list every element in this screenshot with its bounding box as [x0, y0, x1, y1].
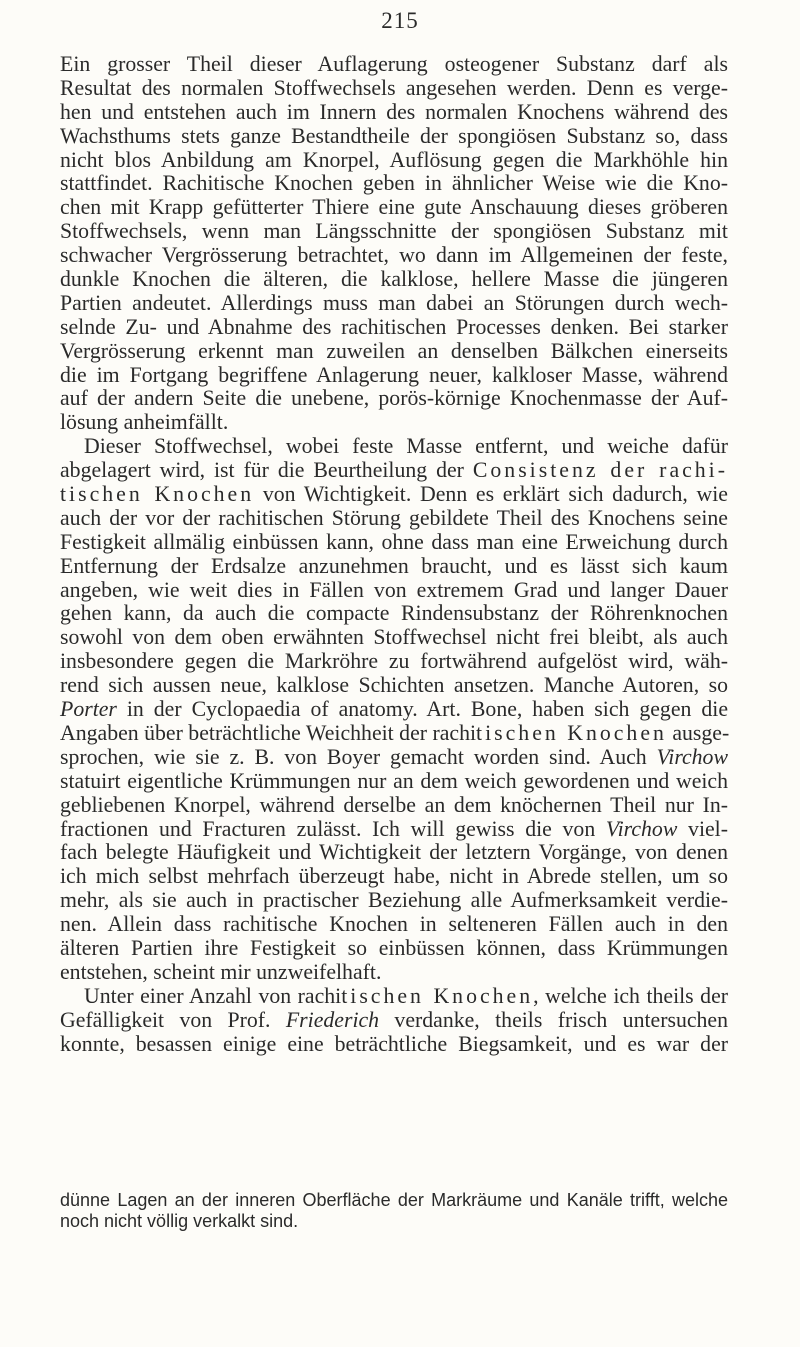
text-line: sowohl von dem oben erwähnten Stoffwechsel nicht frei bleibt, als auch: [60, 625, 728, 650]
text-line: entstehen, scheint mir unzweifelhaft.: [60, 959, 382, 984]
text-line: konnte, besassen einige eine beträchtliche Biegsamkeit, und es war der: [60, 1031, 728, 1056]
text-line: Gefälligkeit von Prof. Friederich verdanke, theils frisch untersuchen: [60, 1007, 728, 1032]
text-line: stattfindet. Rachitische Knochen geben in ähnlicher Weise wie die Kno-: [60, 171, 728, 196]
text-line: Angaben über beträchtliche Weichheit der rachitischen Knochen ausge-: [60, 720, 730, 745]
text-line: abgelagert wird, ist für die Beurtheilung der Consistenz der rachi-: [60, 458, 728, 483]
body-text: [60, 53, 728, 1056]
text-line: Stoffwechsels, wenn man Längsschnitte der spongiösen Substanz mit: [60, 219, 728, 244]
text-line: nen. Allein dass rachitische Knochen in selteneren Fällen auch in den: [60, 912, 728, 937]
text-line: Festigkeit allmälig einbüssen kann, ohne dass man eine Erweichung durch: [60, 529, 728, 554]
text-line: gebliebenen Knorpel, während derselbe an dem knöchernen Theil nur In-: [60, 792, 728, 817]
text-line: selnde Zu- und Abnahme des rachitischen Processes denken. Bei starker: [60, 314, 728, 339]
text-line: insbesondere gegen die Markröhre zu fortwährend aufgelöst wird, wäh-: [60, 649, 728, 674]
text-line: fach belegte Häufigkeit und Wichtigkeit der letztern Vorgänge, von denen: [60, 840, 728, 865]
text-line: Partien andeutet. Allerdings muss man dabei an Störungen durch wech-: [60, 290, 728, 315]
text-line: rend sich aussen neue, kalklose Schichten ansetzen. Manche Autoren, so: [60, 673, 728, 698]
text-line: Unter einer Anzahl von rachitischen Knochen, welche ich theils der: [84, 983, 729, 1008]
text-line: Porter in der Cyclopaedia of anatomy. Art. Bone, haben sich gegen die: [60, 697, 728, 722]
footnote-line: dünne Lagen an der inneren Oberfläche der Markräume und Kanäle trifft, welche: [60, 1190, 728, 1210]
text-line: Dieser Stoffwechsel, wobei feste Masse entfernt, und weiche dafür: [84, 434, 728, 459]
footnote-line: noch nicht völlig verkalkt sind.: [60, 1211, 299, 1231]
text-line: Ein grosser Theil dieser Auflagerung osteogener Substanz darf als: [60, 52, 728, 76]
page-number: 215: [381, 8, 419, 33]
text-line: auch der vor der rachitischen Störung gebildete Theil des Knochens seine: [60, 505, 728, 530]
text-line: fractionen und Fracturen zulässt. Ich will gewiss die von Virchow viel-: [60, 816, 728, 841]
text-line: angeben, wie weit dies in Fällen von extremem Grad und langer Dauer: [60, 577, 728, 602]
text-line: Vergrösserung erkennt man zuweilen an denselben Bälkchen einerseits: [60, 338, 728, 363]
text-line: chen mit Krapp gefütterter Thiere eine gute Anschauung dieses gröberen: [60, 195, 728, 220]
footnote: [60, 1190, 728, 1232]
text-line: Entfernung der Erdsalze anzunehmen braucht, und es lässt sich kaum: [60, 553, 728, 578]
text-line: älteren Partien ihre Festigkeit so einbüssen können, dass Krümmungen: [60, 935, 728, 960]
text-line: statuirt eigentliche Krümmungen nur an dem weich gewordenen und weich: [60, 768, 728, 793]
text-line: tischen Knochen von Wichtigkeit. Denn es erklärt sich dadurch, wie: [60, 482, 728, 507]
text-line: ich mich selbst mehrfach überzeugt habe, nicht in Abrede stellen, um so: [60, 864, 728, 889]
text-line: sprochen, wie sie z. B. von Boyer gemacht worden sind. Auch Virchow: [60, 744, 728, 769]
text-line: mehr, als sie auch in practischer Beziehung alle Aufmerksamkeit verdie-: [60, 888, 728, 913]
text-line: schwacher Vergrösserung betrachtet, wo dann im Allgemeinen der feste,: [60, 243, 728, 268]
text-line: gehen kann, da auch die compacte Rindensubstanz der Röhrenknochen: [60, 601, 728, 626]
text-line: Resultat des normalen Stoffwechsels angesehen werden. Denn es verge-: [60, 75, 728, 100]
text-line: hen und entstehen auch im Innern des normalen Knochens während des: [60, 99, 728, 124]
text-line: dunkle Knochen die älteren, die kalklose, hellere Masse die jüngeren: [60, 267, 728, 292]
text-line: lösung anheimfällt.: [60, 410, 229, 435]
text-line: Wachsthums stets ganze Bestandtheile der spongiösen Substanz so, dass: [60, 123, 728, 148]
text-line: die im Fortgang begriffene Anlagerung neuer, kalkloser Masse, während: [60, 362, 728, 387]
text-line: nicht blos Anbildung am Knorpel, Auflösung gegen die Markhöhle hin: [60, 147, 728, 172]
text-line: auf der andern Seite die unebene, porös-körnige Knochenmasse der Auf-: [60, 386, 728, 411]
